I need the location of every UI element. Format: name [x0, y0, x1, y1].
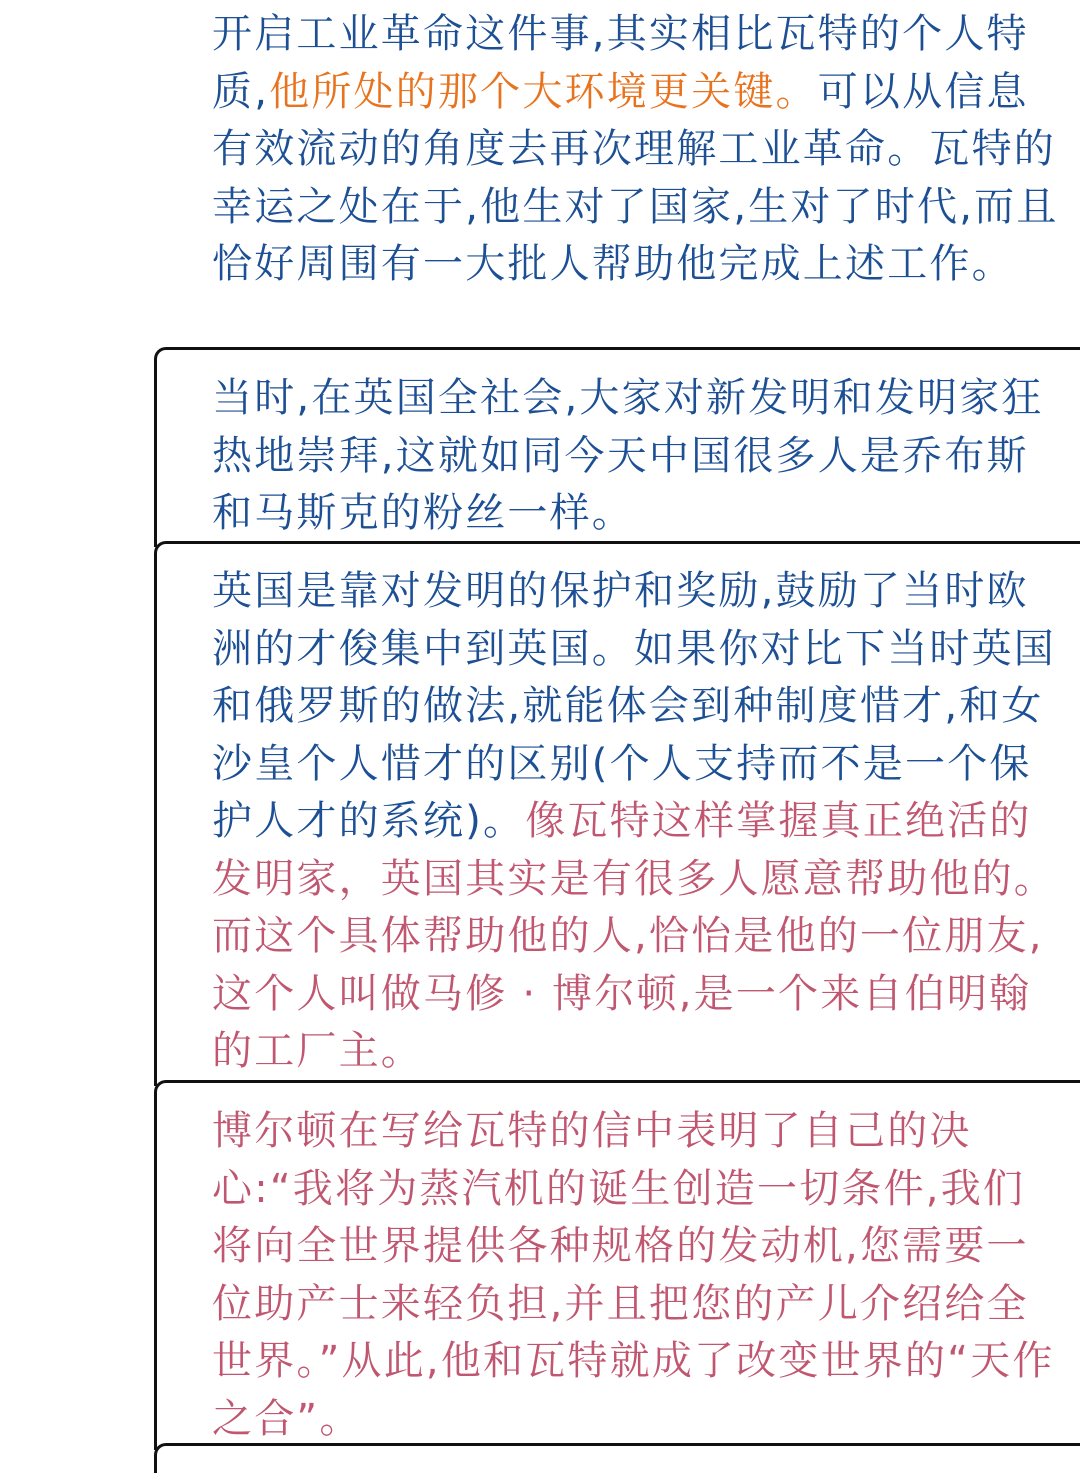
paragraph-text-quote: 博尔顿在写给瓦特的信中表明了自己的决心:“我将为蒸汽机的诞生创造一切条件,我们将向全世界提供各种规格的发动机,您需要一位助产士来轻负担,并且把您的产儿介绍给全世界。”从此,他和瓦特就成了改变世界的“天作之合”。 [212, 1108, 1055, 1442]
paragraph-boulton-letter [212, 1103, 1064, 1448]
paragraph-environment [212, 6, 1064, 294]
paragraph-text: 开启工业革命这件事,其实相比瓦特的个人特质, [212, 11, 1029, 115]
paragraph-text: 英国是靠对发明的保护和奖励,鼓励了当时欧洲的才俊集中到英国。如果你对比下当时英国和俄罗斯的做法,就能体会到种制度惜才,和女沙皇个人惜才的区别(个人支持而不是一个保护人才的系统)。 [212, 568, 1056, 844]
paragraph-text: 可以从信息有效流动的角度去再次理解工业革命。瓦特的幸运之处在于,他生对了国家,生对了时代,而且恰好周围有一大批人帮助他完成上述工作。 [212, 68, 1059, 287]
paragraph-text: 当时,在英国全社会,大家对新发明和发明家狂热地崇拜,这就如同今天中国很多人是乔布斯和马斯克的粉丝一样。 [212, 375, 1044, 536]
highlighted-phrase: 他所处的那个大环境更关键。 [269, 68, 818, 115]
paragraph-inventor-worship [212, 370, 1064, 543]
paragraph-patent-protection [212, 563, 1064, 1081]
paragraph-text-boulton-intro: 像瓦特这样掌握真正绝活的发明家，英国其实是有很多人愿意帮助他的。而这个具体帮助他的人,恰怡是他的一位朋友,这个人叫做马修 · 博尔顿,是一个来自伯明翰的工厂主。 [212, 798, 1056, 1074]
